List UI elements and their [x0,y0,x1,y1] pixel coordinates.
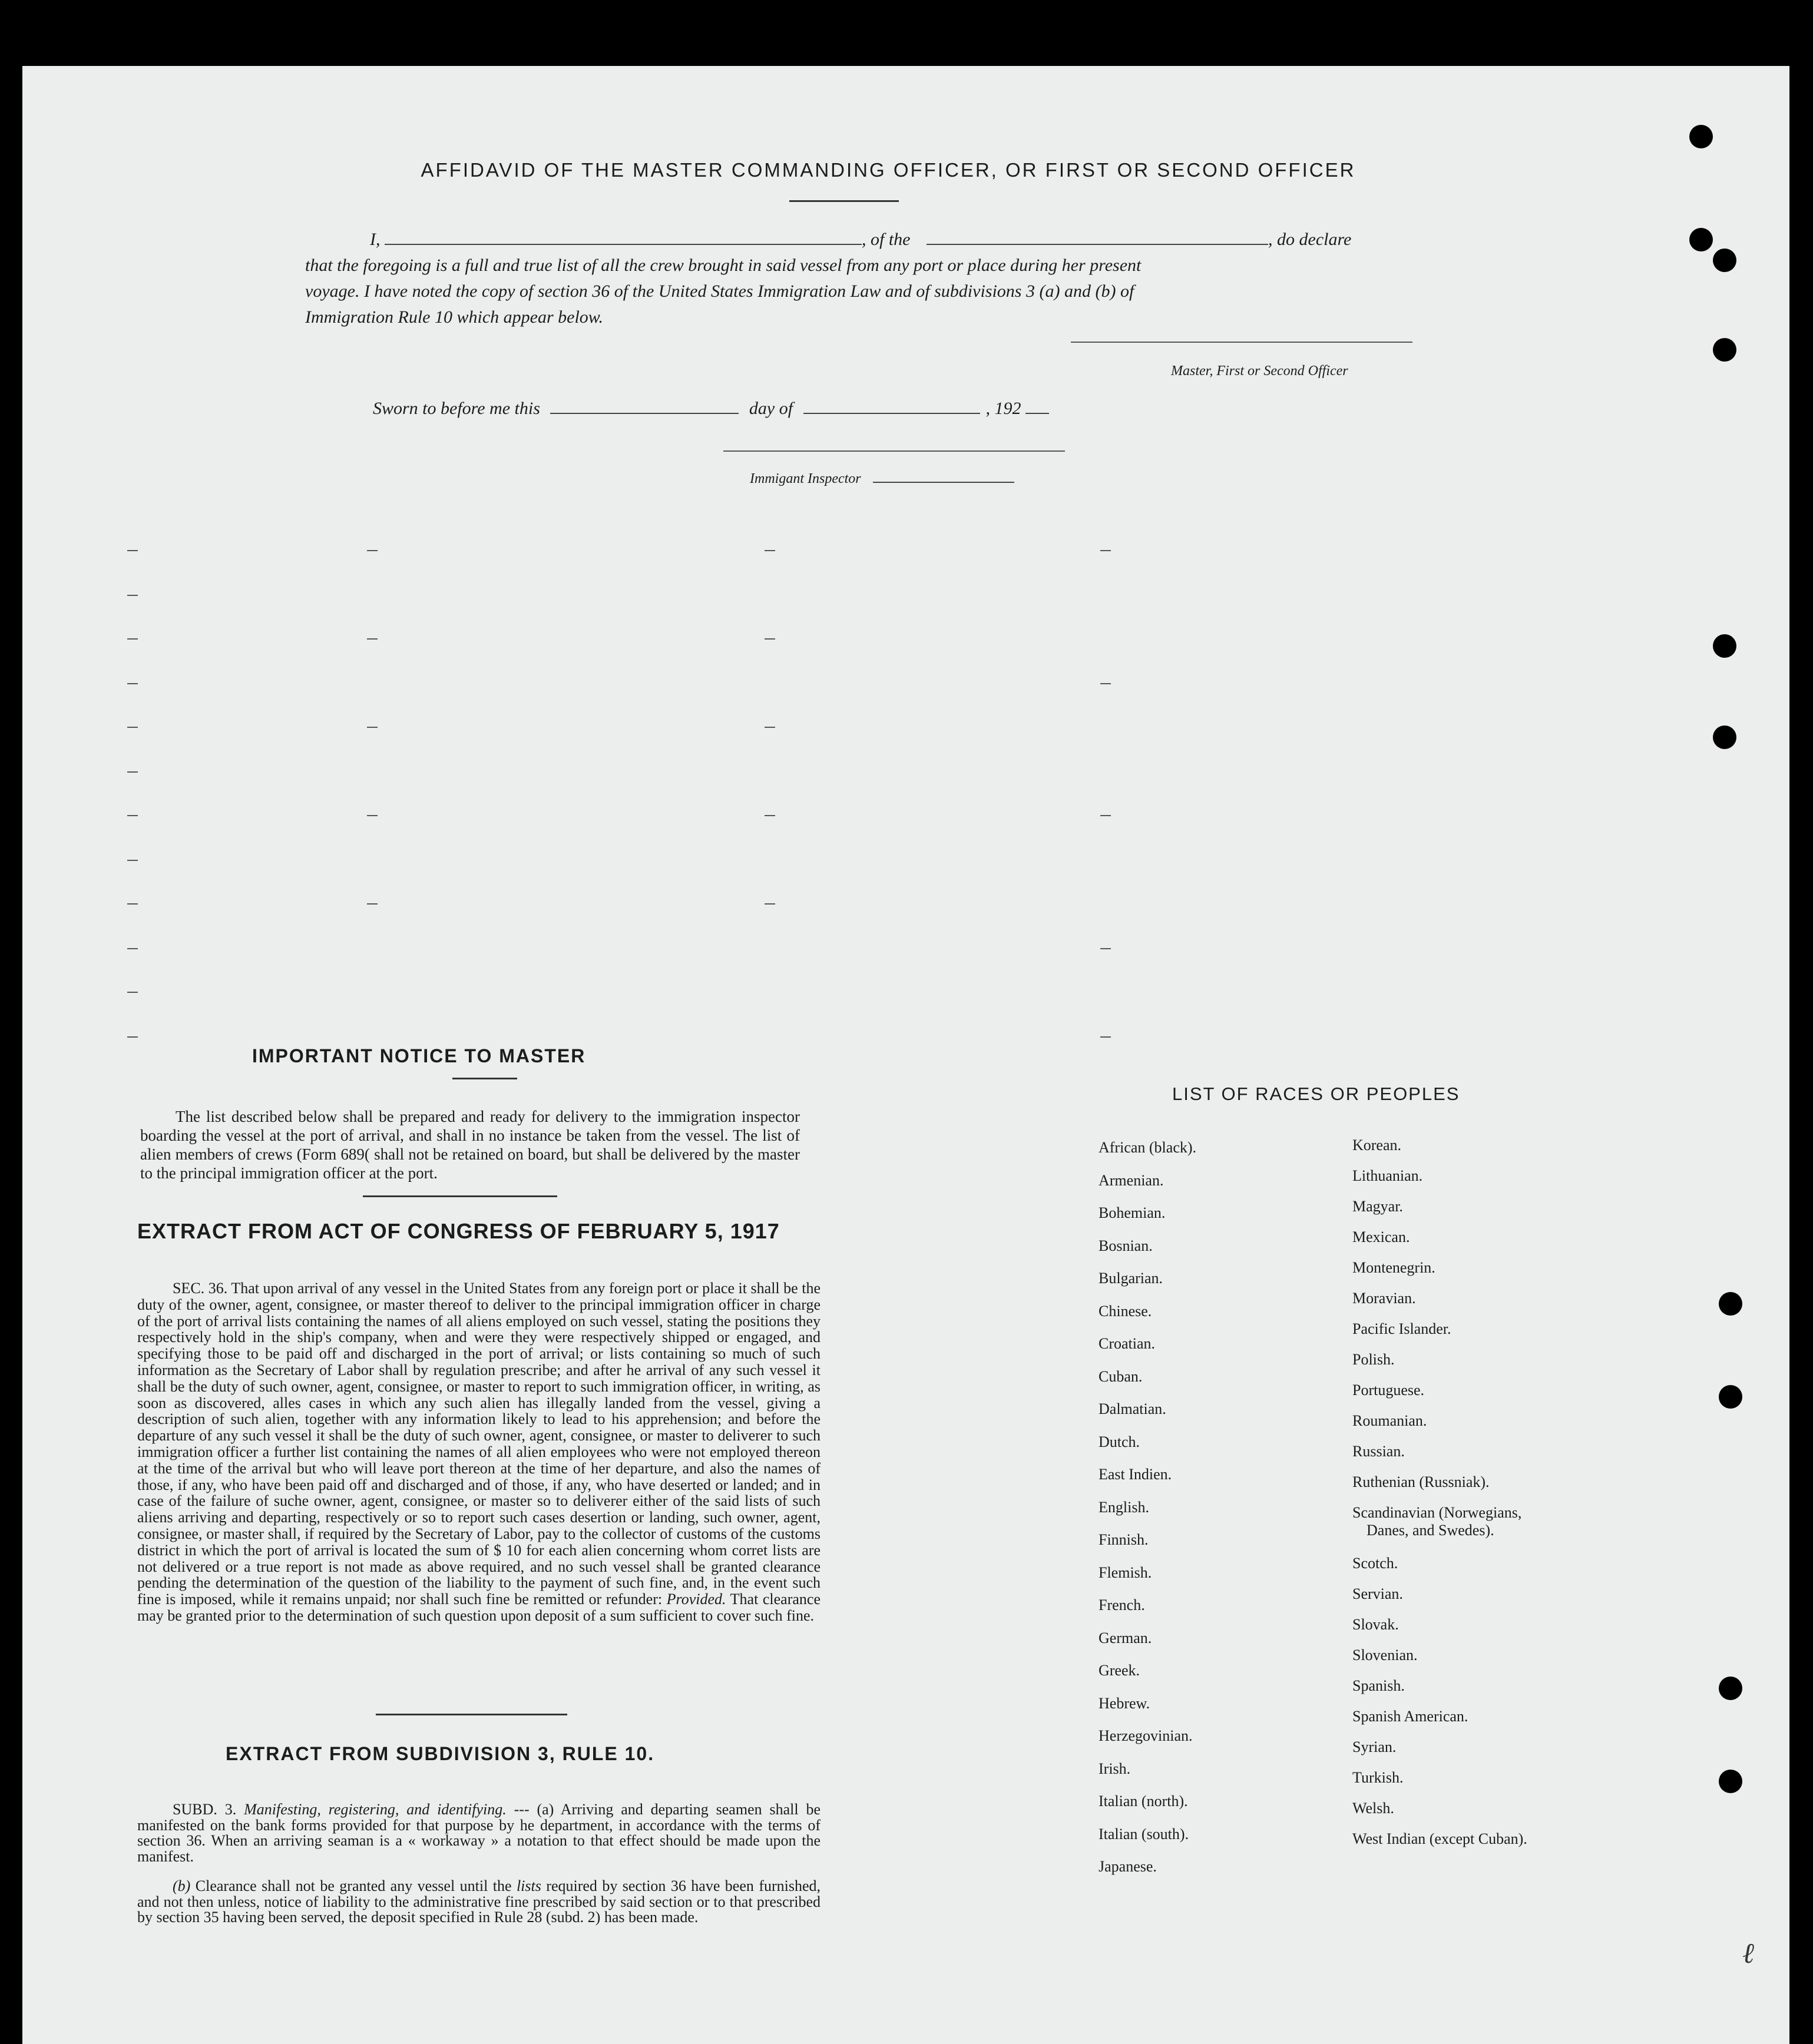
officer-name-field[interactable] [385,244,862,245]
punch-hole [1713,338,1736,362]
stray-dash [1100,948,1111,949]
rule-b-lists: lists [516,1877,541,1894]
race-item: Welsh. [1352,1800,1394,1817]
affidavit-declare-label: , do declare [1268,230,1352,249]
rule-b-text-2: required by section 36 have been furnished, and not then unless, notice of liability to the administrative fine prescribed by said section or to that prescribed by section 35 having been served, the deposit specified in Rule 28 (subd. 2) has been made. [137,1877,821,1926]
race-item: Italian (south). [1099,1825,1189,1843]
sworn-day-label: day of [749,399,793,418]
race-item: Dutch. [1099,1433,1140,1450]
race-item: Herzegovinian. [1099,1727,1193,1744]
act-title: EXTRACT FROM ACT OF CONGRESS OF FEBRUARY 5, 1917 [137,1219,780,1243]
stray-dash [367,727,378,728]
race-item: Hebrew. [1099,1694,1150,1712]
inspector-name-field[interactable] [873,482,1014,483]
race-item: Cuban. [1099,1367,1143,1385]
sworn-year-field[interactable] [1025,413,1049,414]
rule-subd-label: SUBD. 3. [173,1801,237,1818]
race-item: African (black). [1099,1139,1197,1156]
race-item: West Indian (except Cuban). [1352,1830,1527,1847]
handwritten-mark-icon: ℓ [1742,1938,1754,1969]
race-item: Moravian. [1352,1290,1416,1307]
race-item: Danes, and Swedes). [1367,1522,1494,1539]
inspector-label-text: Immigant Inspector [750,471,861,486]
race-item: Scotch. [1352,1555,1398,1572]
act-body [137,1280,821,1624]
race-item: German. [1099,1629,1152,1647]
race-item: Bohemian. [1099,1204,1166,1221]
stray-dash [1100,683,1111,684]
rule-b-text-1: Clearance shall not be granted any vessel until the [195,1877,512,1894]
punch-hole [1719,1770,1742,1793]
race-item: Bulgarian. [1099,1270,1163,1287]
document-page [22,66,1789,2044]
affidavit-line-4: Immigration Rule 10 which appear below. [305,307,604,327]
race-item: French. [1099,1596,1145,1614]
punch-hole [1713,249,1736,272]
stray-dash [367,638,378,640]
title-underline [789,200,899,202]
stray-dash [127,771,138,773]
act-section-label: SEC. 36. [173,1280,228,1297]
inspector-label [750,471,1014,487]
act-body-end: That clearance may be granted prior to the determination of such question upon deposit of a sum sufficient to cover such fine. [137,1591,821,1624]
race-item: Turkish. [1352,1769,1404,1786]
stray-dash [765,550,775,551]
stray-dash [765,903,775,905]
sworn-prefix: Sworn to before me this [373,399,540,418]
stray-dash [127,992,138,993]
affidavit-of-the-label: , of the [862,230,911,249]
race-item: Italian (north). [1099,1793,1188,1810]
race-item: Croatian. [1099,1335,1156,1352]
sworn-year-label: , 192 [985,399,1021,418]
punch-hole [1713,725,1736,749]
stray-dash [1100,550,1111,551]
stray-dash [127,1036,138,1038]
rule-title: EXTRACT FROM SUBDIVISION 3, RULE 10. [226,1743,655,1764]
inspector-signature-line[interactable] [723,450,1065,452]
race-item: Servian. [1352,1585,1403,1602]
punch-hole [1713,634,1736,658]
affidavit-line-1 [370,230,1351,250]
race-item: Russian. [1352,1443,1405,1460]
race-item: Irish. [1099,1760,1131,1777]
vessel-name-field[interactable] [927,244,1268,245]
punch-hole [1719,1385,1742,1409]
race-item: Flemish. [1099,1563,1152,1581]
punch-hole [1719,1677,1742,1700]
race-item: East Indien. [1099,1466,1172,1483]
race-item: Mexican. [1352,1228,1410,1245]
stray-dash [127,948,138,949]
notice-title-underline [452,1078,517,1079]
race-item: Pacific Islander. [1352,1320,1451,1337]
stray-dash [127,815,138,816]
signature-line[interactable] [1071,342,1412,343]
race-item: Armenian. [1099,1171,1164,1189]
signature-label: Master, First or Second Officer [1171,363,1348,379]
sworn-line [373,399,1049,419]
race-item: Portuguese. [1352,1382,1425,1399]
stray-dash [127,727,138,728]
race-item: Finnish. [1099,1531,1149,1548]
race-item: Greek. [1099,1662,1140,1679]
affidavit-title: AFFIDAVID OF THE MASTER COMMANDING OFFICER, OR FIRST OR SECOND OFFICER [421,159,1356,181]
stray-dash [367,815,378,816]
stray-dash [127,595,138,596]
race-item: Slovenian. [1352,1647,1418,1664]
sworn-month-field[interactable] [803,413,980,414]
rule-a-label: --- (a) [514,1801,554,1818]
race-item: Spanish. [1352,1677,1405,1694]
punch-hole [1689,125,1713,148]
rule-body [137,1802,821,1864]
stray-dash [127,550,138,551]
stray-dash [367,550,378,551]
race-item: Montenegrin. [1352,1259,1435,1276]
rule-body-b [137,1879,821,1926]
race-item: Dalmatian. [1099,1400,1166,1417]
stray-dash [127,860,138,861]
act-body-text: That upon arrival of any vessel in the United States from any foreign port or place it shall be the duty of the owner, agent, consignee, or master thereof to deliver to the principal immigration officer in charge of the port of arrival lists containing the names of all aliens employed on such vessel, stating the positions they respectively hold in the ship's company, when and were they were respectively shipped or engaged, and specifying those to be paid off and discharged in the port of arrival; or lists containing so much of such information as the Secretary of Labor shall by regulation prescribe; and after he arrival of any such vessel it shall be the duty of such owner, agent, consignee, or master to report to such immigration officer, in writing, as soon as discovered, alles cases in which any such alien has illegally landed from the vessel, giving a description of such alien, together with any information likely to lead to his apprehension; and before the departure of any such vessel it shall be the duty of such owner, agent, consignee, or master to deliverer to such immigration officer a further list containing the names of all alien employees who were not employed thereon at the time of the arrival but who will leave port thereon at the time of her departure, and also the names of those, if any, who have been paid off and discharged and of those, if any, who have deserted or landed; and in case of the failure of suche owner, agent, consignee, or master so to deliverer either of the said lists of such aliens arriving and departing, respectively or so to report such cases desertion or landing, such owner, agent, consignee, or master shall, if required by the Secretary of Labor, pay to the collector of customs of the customs district in which the port of arrival is located the sum of $ 10 for each alien concerning whom corret lists are not delivered or a true report is not made as above required, and no such vessel shall be granted clearance pending the determination of the question of the liability to the payment of such fine, and, in the event such fine is imposed, while it remains unpaid; nor shall such fine be remitted or refunder: [137,1280,821,1608]
stray-dash [127,903,138,905]
punch-hole [1689,228,1713,251]
race-item: English. [1099,1498,1149,1516]
stray-dash [765,815,775,816]
affidavit-line-3: voyage. I have noted the copy of section 36 of the United States Immigration Law and of subdivisions 3 (a) and (b) of [305,281,1134,301]
race-item: Syrian. [1352,1738,1397,1755]
stray-dash [127,638,138,640]
race-item: Polish. [1352,1351,1395,1368]
affidavit-i-label: I, [370,230,381,249]
act-divider [376,1714,567,1715]
races-title: LIST OF RACES OR PEOPLES [1172,1084,1460,1104]
punch-hole [1719,1292,1742,1316]
rule-b-label: (b) [173,1877,191,1894]
race-item: Chinese. [1099,1302,1152,1320]
stray-dash [367,903,378,905]
race-item: Ruthenian (Russniak). [1352,1473,1490,1490]
rule-subd-title: Manifesting, registering, and identifying. [244,1801,507,1818]
notice-title: IMPORTANT NOTICE TO MASTER [252,1045,586,1066]
race-item: Spanish American. [1352,1708,1468,1725]
affidavit-line-2: that the foregoing is a full and true list of all the crew brought in said vessel from any port or place during her present [305,256,1142,275]
notice-divider [363,1195,557,1197]
stray-dash [765,727,775,728]
race-item: Slovak. [1352,1616,1399,1633]
stray-dash [1100,815,1111,816]
stray-dash [1100,1036,1111,1038]
sworn-date-field[interactable] [550,413,739,414]
stray-dash [127,683,138,684]
race-item: Korean. [1352,1137,1402,1154]
act-proviso: Provided. [666,1591,726,1608]
notice-body: The list described below shall be prepared and ready for delivery to the immigration inspector boarding the vessel at the port of arrival, and shall in no instance be taken from the vessel. The list of alien members of crews (Form 689( shall not be retained on board, but shall be delivered by the master to the principal immigration officer at the port. [140,1108,800,1182]
race-item: Magyar. [1352,1198,1403,1215]
race-item: Bosnian. [1099,1237,1153,1254]
race-item: Japanese. [1099,1858,1157,1875]
stray-dash [765,638,775,640]
rule-a-text: Arriving and departing seamen shall be manifested on the bank forms provided for that purpose by he department, in accordance with the terms of section 36. When an arriving seaman is a « workaway » a notation to that effect should be made upon the manifest. [137,1801,821,1865]
race-item: Lithuanian. [1352,1167,1423,1184]
race-item: Scandinavian (Norwegians, [1352,1504,1522,1521]
race-item: Roumanian. [1352,1412,1427,1429]
